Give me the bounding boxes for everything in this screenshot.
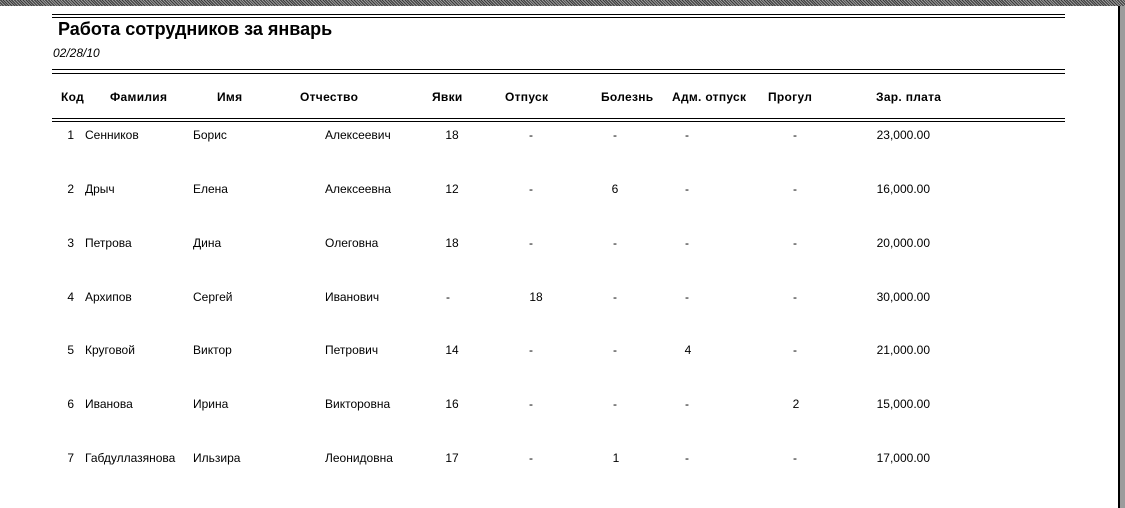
cell-absence: - xyxy=(793,128,797,142)
cell-absence: - xyxy=(793,343,797,357)
col-header-attendance: Явки xyxy=(432,90,463,104)
cell-sick: 1 xyxy=(612,451,620,465)
cell-salary: 21,000.00 xyxy=(876,343,930,357)
cell-salary: 30,000.00 xyxy=(876,290,930,304)
col-header-admin-leave: Адм. отпуск xyxy=(672,90,747,104)
col-header-code: Код xyxy=(61,90,85,104)
cell-code: 5 xyxy=(67,343,74,357)
cell-salary: 20,000.00 xyxy=(876,236,930,250)
cell-salary: 15,000.00 xyxy=(876,397,930,411)
col-header-sick: Болезнь xyxy=(601,90,654,104)
cell-salary: 17,000.00 xyxy=(876,451,930,465)
cell-name: Виктор xyxy=(193,343,232,357)
cell-sick: 6 xyxy=(611,182,619,196)
col-header-vacation: Отпуск xyxy=(505,90,549,104)
cell-vacation: - xyxy=(529,343,533,357)
cell-absence: - xyxy=(793,182,797,196)
cell-code: 6 xyxy=(67,397,74,411)
cell-name: Борис xyxy=(193,128,227,142)
cell-salary: 23,000.00 xyxy=(876,128,930,142)
cell-name: Ирина xyxy=(193,397,229,411)
cell-code: 3 xyxy=(67,236,74,250)
cell-absence: - xyxy=(793,451,797,465)
cell-vacation: - xyxy=(529,182,533,196)
col-header-patronymic: Отчество xyxy=(300,90,359,104)
cell-attendance: 16 xyxy=(445,397,459,411)
cell-sick: - xyxy=(613,343,617,357)
cell-admin-leave: - xyxy=(685,128,689,142)
cell-absence: - xyxy=(793,290,797,304)
cell-patronymic: Олеговна xyxy=(325,236,379,250)
cell-admin-leave: 4 xyxy=(684,343,692,357)
cell-vacation: - xyxy=(529,451,533,465)
cell-vacation: 18 xyxy=(529,290,543,304)
cell-admin-leave: - xyxy=(685,236,689,250)
cell-attendance: 18 xyxy=(445,128,459,142)
cell-name: Сергей xyxy=(193,290,233,304)
cell-patronymic: Алексеевна xyxy=(325,182,392,196)
report-page xyxy=(0,6,1118,508)
col-header-salary: Зар. плата xyxy=(876,90,942,104)
cell-code: 4 xyxy=(67,290,74,304)
cell-patronymic: Иванович xyxy=(325,290,380,304)
title-rule-top-2 xyxy=(52,17,1065,18)
col-header-name: Имя xyxy=(217,90,243,104)
cell-surname: Габдуллазянова xyxy=(85,451,176,465)
cell-patronymic: Викторовна xyxy=(325,397,391,411)
cell-surname: Иванова xyxy=(85,397,133,411)
cell-sick: - xyxy=(613,397,617,411)
cell-attendance: 12 xyxy=(445,182,459,196)
cell-attendance: - xyxy=(446,290,450,304)
cell-code: 7 xyxy=(67,451,74,465)
cell-sick: - xyxy=(613,236,617,250)
cell-attendance: 18 xyxy=(445,236,459,250)
col-header-absence: Прогул xyxy=(768,90,813,104)
report-date: 02/28/10 xyxy=(53,46,100,60)
cell-name: Дина xyxy=(193,236,222,250)
cell-vacation: - xyxy=(529,397,533,411)
cell-attendance: 17 xyxy=(445,451,459,465)
cell-admin-leave: - xyxy=(685,182,689,196)
cell-admin-leave: - xyxy=(685,397,689,411)
cell-surname: Сенников xyxy=(85,128,139,142)
cell-salary: 16,000.00 xyxy=(876,182,930,196)
cell-surname: Дрыч xyxy=(85,182,115,196)
cell-vacation: - xyxy=(529,236,533,250)
cell-patronymic: Алексеевич xyxy=(325,128,391,142)
title-rule-top xyxy=(52,14,1065,15)
cell-sick: - xyxy=(613,290,617,304)
cell-surname: Архипов xyxy=(85,290,132,304)
cell-admin-leave: - xyxy=(685,451,689,465)
header-rule-top xyxy=(52,69,1065,70)
cell-code: 1 xyxy=(67,128,74,142)
cell-admin-leave: - xyxy=(685,290,689,304)
cell-patronymic: Леонидовна xyxy=(325,451,393,465)
col-header-surname: Фамилия xyxy=(110,90,168,104)
cell-surname: Петрова xyxy=(85,236,132,250)
cell-absence: 2 xyxy=(792,397,800,411)
vertical-scrollbar[interactable] xyxy=(1118,6,1125,508)
cell-surname: Круговой xyxy=(85,343,135,357)
cell-name: Елена xyxy=(193,182,228,196)
cell-attendance: 14 xyxy=(445,343,459,357)
header-rule-bottom xyxy=(52,118,1065,119)
cell-patronymic: Петрович xyxy=(325,343,379,357)
scrollbar-edge xyxy=(1118,6,1120,508)
cell-name: Ильзира xyxy=(193,451,241,465)
cell-code: 2 xyxy=(67,182,74,196)
header-rule-top-2 xyxy=(52,73,1065,74)
cell-vacation: - xyxy=(529,128,533,142)
cell-sick: - xyxy=(613,128,617,142)
cell-absence: - xyxy=(793,236,797,250)
report-title: Работа сотрудников за январь xyxy=(58,19,333,39)
header-rule-bottom-2 xyxy=(52,121,1065,122)
